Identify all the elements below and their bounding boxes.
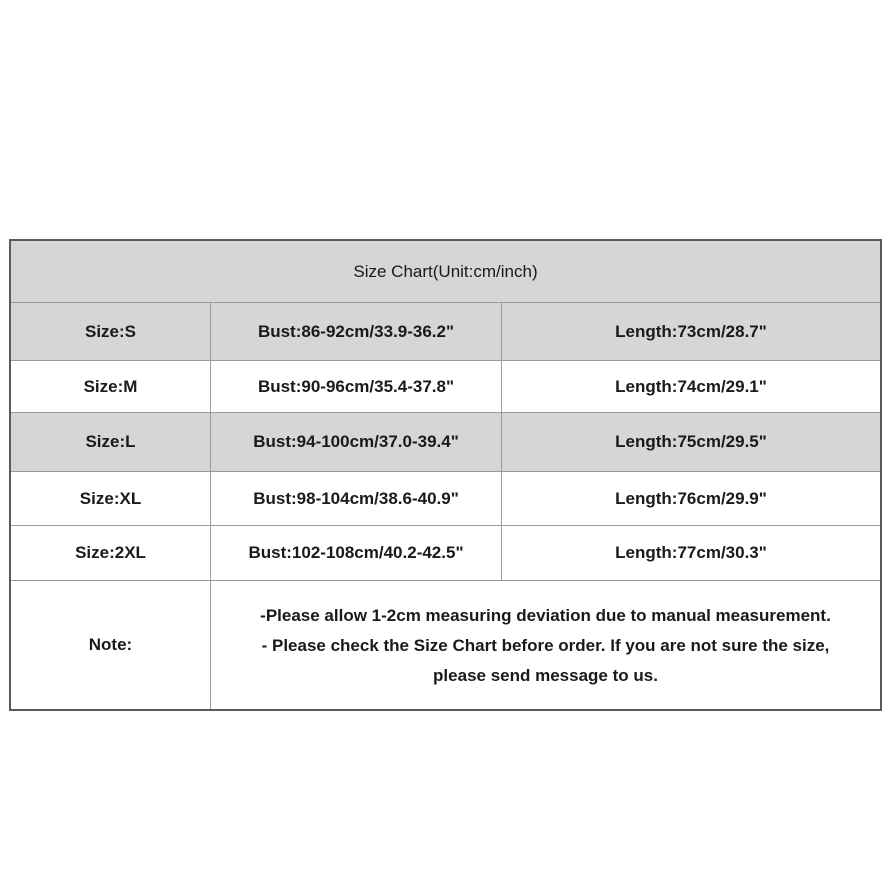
table-row <box>11 303 880 361</box>
bust-cell: Bust:102-108cm/40.2-42.5" <box>211 526 502 580</box>
length-cell: Length:77cm/30.3" <box>615 543 767 562</box>
bust-cell: Bust:90-96cm/35.4-37.8" <box>211 361 502 412</box>
size-cell: Size:M <box>11 361 211 412</box>
length-cell: Length:76cm/29.9" <box>615 488 767 508</box>
note-text <box>211 581 880 709</box>
note-line-3: please send message to us. <box>433 666 658 685</box>
size-chart-title: Size Chart(Unit:cm/inch) <box>11 241 880 303</box>
table-row <box>11 413 880 472</box>
table-row <box>11 526 880 581</box>
size-cell: Size:L <box>11 413 211 471</box>
table-row <box>11 472 880 526</box>
note-row <box>11 581 880 709</box>
note-line-1: -Please allow 1-2cm measuring deviation due to manual measurement. <box>260 606 831 625</box>
length-cell: Length:75cm/29.5" <box>615 432 767 451</box>
size-chart-table <box>9 239 882 711</box>
note-label: Note: <box>11 581 211 709</box>
size-cell: Size:XL <box>11 472 211 525</box>
bust-cell: Bust:98-104cm/38.6-40.9" <box>211 472 502 525</box>
note-line-2: - Please check the Size Chart before order. If you are not sure the size, <box>261 636 830 655</box>
table-row <box>11 361 880 413</box>
bust-cell: Bust:86-92cm/33.9-36.2" <box>211 303 502 360</box>
bust-cell: Bust:94-100cm/37.0-39.4" <box>211 413 502 471</box>
length-cell: Length:73cm/28.7" <box>615 321 767 341</box>
size-cell: Size:S <box>11 303 211 360</box>
length-cell: Length:74cm/29.1" <box>615 376 767 396</box>
size-cell: Size:2XL <box>11 526 211 580</box>
